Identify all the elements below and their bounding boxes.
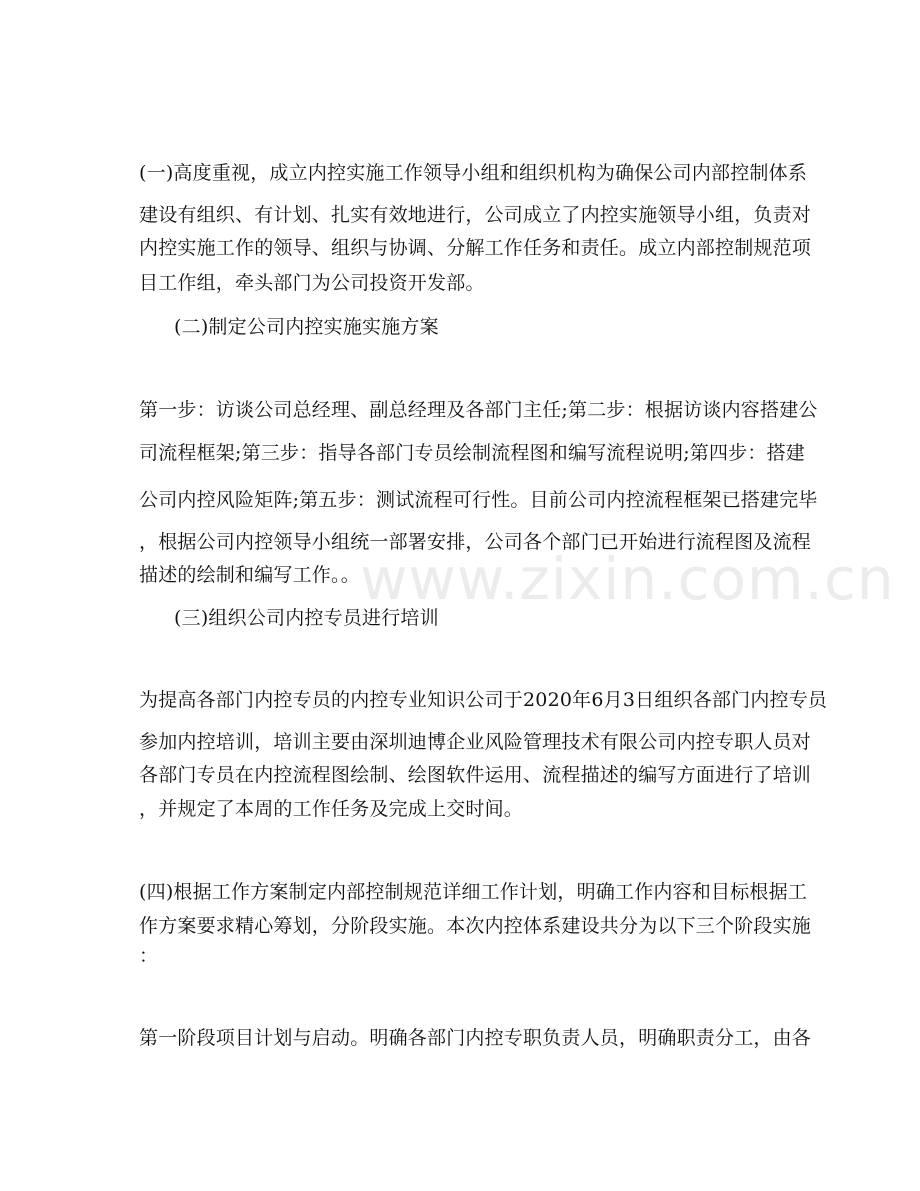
paragraph-line: 作方案要求精心筹划，分阶段实施。本次内控体系建设共分为以下三个阶段实施 [139, 915, 812, 937]
paragraph-line: ，并规定了本周的工作任务及完成上交时间。 [139, 798, 524, 820]
paragraph-line: ，根据公司内控领导小组统一部署安排，公司各个部门已开始进行流程图及流程 [139, 531, 812, 553]
paragraph-line: 为提高各部门内控专员的内控专业知识公司于2020年6月3日组织各部门内控专员 [139, 689, 828, 711]
paragraph-line: 各部门专员在内控流程图绘制、绘图软件运用、流程描述的编写方面进行了培训 [139, 764, 812, 786]
paragraph-line: 参加内控培训，培训主要由深圳迪博企业风险管理技术有限公司内控专职人员对 [139, 731, 812, 753]
paragraph-line: 内控实施工作的领导、组织与协调、分解工作任务和责任。成立内部控制规范项 [139, 237, 812, 259]
paragraph-line: 第一阶段项目计划与启动。明确各部门内控专职负责人员，明确职责分工，由各 [139, 1027, 812, 1049]
watermark: www.zixin.com.cn [360, 545, 895, 613]
paragraph-line: 目工作组，牵头部门为公司投资开发部。 [139, 272, 485, 294]
section-heading: (三)组织公司内控专员进行培训 [174, 607, 439, 629]
paragraph-line: 描述的绘制和编写工作。。 [139, 564, 360, 586]
paragraph-line: 司流程框架;第三步：指导各部门专员绘制流程图和编写流程说明;第四步：搭建 [139, 442, 806, 464]
paragraph-line: 第一步：访谈公司总经理、副总经理及各部门主任;第二步：根据访谈内容搭建公 [139, 399, 818, 421]
paragraph-line: 建设有组织、有计划、扎实有效地进行，公司成立了内控实施领导小组，负责对 [139, 204, 812, 226]
paragraph-line: (四)根据工作方案制定内部控制规范详细工作计划，明确工作内容和目标根据工 [139, 881, 808, 903]
paragraph-line: 公司内控风险矩阵;第五步：测试流程可行性。目前公司内控流程框架已搭建完毕 [139, 489, 818, 511]
section-heading: (二)制定公司内控实施实施方案 [174, 316, 439, 338]
paragraph-line: ： [139, 945, 159, 967]
paragraph-line: (一)高度重视，成立内控实施工作领导小组和组织机构为确保公司内部控制体系 [139, 162, 808, 184]
